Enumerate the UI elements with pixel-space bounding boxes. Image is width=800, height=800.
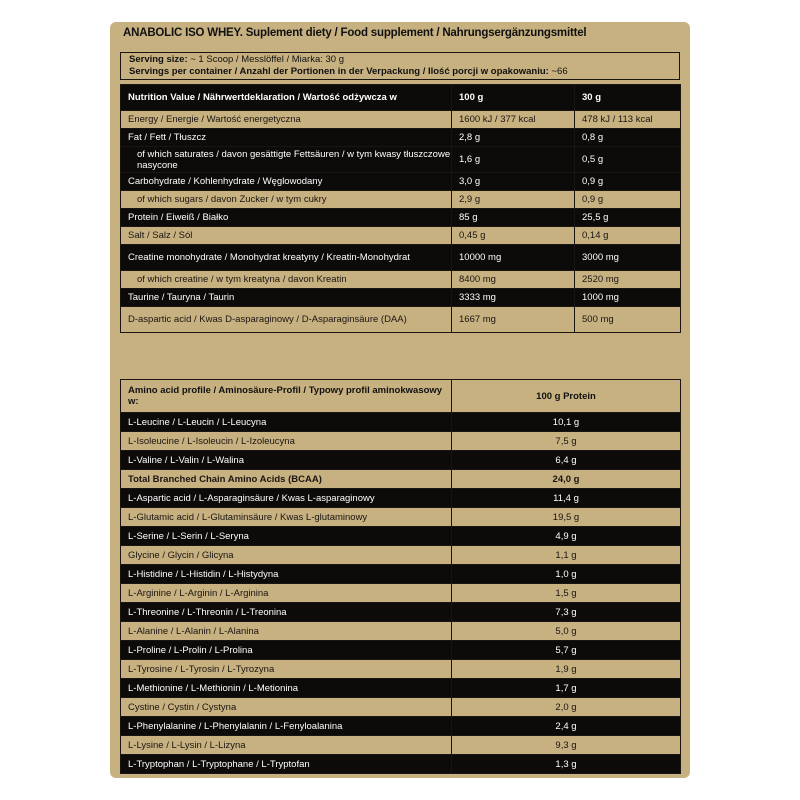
nutrition-name: Creatine monohydrate / Monohydrat kreatyny / Kreatin-Monohydrat: [121, 245, 452, 271]
nutrition-name: Protein / Eiweiß / Białko: [121, 209, 452, 227]
amino-acid-table: [120, 379, 681, 774]
nutrition-name: of which sugars / davon Zucker / w tym cukry: [121, 191, 452, 209]
amino-row: [121, 698, 681, 717]
nutrition-row: [121, 147, 681, 173]
amino-value: 2,4 g: [452, 717, 681, 736]
amino-name: L-Tyrosine / L-Tyrosin / L-Tyrozyna: [121, 660, 452, 679]
amino-row: [121, 470, 681, 489]
amino-header-name: Amino acid profile / Aminosäure-Profil / Typowy profil aminokwasowy w:: [121, 380, 452, 413]
amino-value: 5,0 g: [452, 622, 681, 641]
amino-value: 4,9 g: [452, 527, 681, 546]
nutrition-value-30g: 0,8 g: [575, 129, 681, 147]
nutrition-value-30g: 0,9 g: [575, 191, 681, 209]
amino-row: [121, 546, 681, 565]
amino-name: L-Isoleucine / L-Isoleucin / L-Izoleucyna: [121, 432, 452, 451]
amino-row: [121, 679, 681, 698]
amino-value: 19,5 g: [452, 508, 681, 527]
serving-size-label: Serving size:: [129, 54, 188, 65]
nutrition-row: [121, 227, 681, 245]
amino-value: 2,0 g: [452, 698, 681, 717]
amino-value: 1,0 g: [452, 565, 681, 584]
amino-row: [121, 451, 681, 470]
nutrition-value-100g: 3,0 g: [452, 173, 575, 191]
amino-name: L-Arginine / L-Arginin / L-Arginina: [121, 584, 452, 603]
nutrition-row: [121, 111, 681, 129]
nutrition-name: Salt / Salz / Sól: [121, 227, 452, 245]
amino-value: 5,7 g: [452, 641, 681, 660]
nutrition-header-100g: 100 g: [452, 85, 575, 111]
serving-info: [120, 52, 680, 80]
amino-name: L-Serine / L-Serin / L-Seryna: [121, 527, 452, 546]
nutrition-value-30g: 0,9 g: [575, 173, 681, 191]
amino-value: 1,9 g: [452, 660, 681, 679]
amino-header-col: 100 g Protein: [452, 380, 681, 413]
nutrition-value-100g: 1667 mg: [452, 307, 575, 333]
amino-header-row: [121, 380, 681, 413]
nutrition-value-30g: 500 mg: [575, 307, 681, 333]
nutrition-value-100g: 2,8 g: [452, 129, 575, 147]
nutrition-value-30g: 3000 mg: [575, 245, 681, 271]
nutrition-name: D-aspartic acid / Kwas D-asparaginowy / D-Asparaginsäure (DAA): [121, 307, 452, 333]
amino-value: 10,1 g: [452, 413, 681, 432]
amino-value: 11,4 g: [452, 489, 681, 508]
nutrition-name: Energy / Energie / Wartość energetyczna: [121, 111, 452, 129]
nutrition-value-100g: 0,45 g: [452, 227, 575, 245]
amino-name: Total Branched Chain Amino Acids (BCAA): [121, 470, 452, 489]
nutrition-row: [121, 271, 681, 289]
amino-name: L-Phenylalanine / L-Phenylalanin / L-Fenyloalanina: [121, 717, 452, 736]
nutrition-value-100g: 1600 kJ / 377 kcal: [452, 111, 575, 129]
nutrition-row: [121, 307, 681, 333]
amino-row: [121, 489, 681, 508]
amino-value: 1,3 g: [452, 755, 681, 774]
nutrition-value-30g: 478 kJ / 113 kcal: [575, 111, 681, 129]
nutrition-name: of which creatine / w tym kreatyna / davon Kreatin: [121, 271, 452, 289]
amino-name: L-Methionine / L-Methionin / L-Metionina: [121, 679, 452, 698]
amino-row: [121, 717, 681, 736]
amino-value: 1,1 g: [452, 546, 681, 565]
nutrition-value-30g: 0,5 g: [575, 147, 681, 173]
nutrition-value-100g: 85 g: [452, 209, 575, 227]
servings-per-container-value: ~66: [548, 65, 568, 77]
amino-value: 1,7 g: [452, 679, 681, 698]
nutrition-header-30g: 30 g: [575, 85, 681, 111]
nutrition-value-30g: 0,14 g: [575, 227, 681, 245]
amino-value: 7,5 g: [452, 432, 681, 451]
amino-name: L-Proline / L-Prolin / L-Prolina: [121, 641, 452, 660]
amino-value: 7,3 g: [452, 603, 681, 622]
amino-name: L-Tryptophan / L-Tryptophane / L-Tryptofan: [121, 755, 452, 774]
nutrition-name: of which saturates / davon gesättigte Fettsäuren / w tym kwasy tłuszczowe nasycone: [121, 147, 452, 173]
nutrition-value-100g: 10000 mg: [452, 245, 575, 271]
nutrition-value-30g: 25,5 g: [575, 209, 681, 227]
amino-value: 9,3 g: [452, 736, 681, 755]
amino-name: L-Leucine / L-Leucin / L-Leucyna: [121, 413, 452, 432]
nutrition-value-100g: 8400 mg: [452, 271, 575, 289]
nutrition-value-30g: 2520 mg: [575, 271, 681, 289]
nutrition-value-100g: 2,9 g: [452, 191, 575, 209]
amino-row: [121, 603, 681, 622]
amino-name: L-Valine / L-Valin / L-Walina: [121, 451, 452, 470]
nutrition-row: [121, 173, 681, 191]
amino-name: L-Aspartic acid / L-Asparaginsäure / Kwas L-asparaginowy: [121, 489, 452, 508]
amino-value: 6,4 g: [452, 451, 681, 470]
amino-name: Glycine / Glycin / Glicyna: [121, 546, 452, 565]
nutrition-header-name: Nutrition Value / Nährwertdeklaration / Wartość odżywcza w: [121, 85, 452, 111]
servings-per-container-label: Servings per container / Anzahl der Portionen in der Verpackung / Ilość porcji w opakowaniu:: [129, 65, 549, 77]
amino-row: [121, 755, 681, 774]
nutrition-value-100g: 3333 mg: [452, 289, 575, 307]
amino-name: Cystine / Cystin / Cystyna: [121, 698, 452, 717]
nutrition-value-30g: 1000 mg: [575, 289, 681, 307]
amino-name: L-Alanine / L-Alanin / L-Alanina: [121, 622, 452, 641]
product-title: ANABOLIC ISO WHEY. Suplement diety / Food supplement / Nahrungsergänzungsmittel: [123, 27, 587, 39]
amino-name: L-Glutamic acid / L-Glutaminsäure / Kwas L-glutaminowy: [121, 508, 452, 527]
amino-row: [121, 736, 681, 755]
amino-row: [121, 413, 681, 432]
nutrition-row: [121, 129, 681, 147]
nutrition-row: [121, 289, 681, 307]
amino-row: [121, 508, 681, 527]
amino-row: [121, 660, 681, 679]
nutrition-name: Carbohydrate / Kohlenhydrate / Węglowodany: [121, 173, 452, 191]
nutrition-value-100g: 1,6 g: [452, 147, 575, 173]
nutrition-row: [121, 191, 681, 209]
amino-name: L-Lysine / L-Lysin / L-Lizyna: [121, 736, 452, 755]
amino-row: [121, 584, 681, 603]
nutrition-row: [121, 245, 681, 271]
amino-row: [121, 565, 681, 584]
amino-value: 24,0 g: [452, 470, 681, 489]
amino-row: [121, 527, 681, 546]
amino-row: [121, 641, 681, 660]
serving-size-value: ~ 1 Scoop / Messlöffel / Miarka: 30 g: [187, 54, 344, 65]
amino-row: [121, 622, 681, 641]
amino-value: 1,5 g: [452, 584, 681, 603]
amino-name: L-Histidine / L-Histidin / L-Histydyna: [121, 565, 452, 584]
nutrition-name: Fat / Fett / Tłuszcz: [121, 129, 452, 147]
amino-name: L-Threonine / L-Threonin / L-Treonina: [121, 603, 452, 622]
nutrition-name: Taurine / Tauryna / Taurin: [121, 289, 452, 307]
nutrition-row: [121, 209, 681, 227]
nutrition-table: [120, 84, 681, 333]
nutrition-header-row: [121, 85, 681, 111]
amino-row: [121, 432, 681, 451]
